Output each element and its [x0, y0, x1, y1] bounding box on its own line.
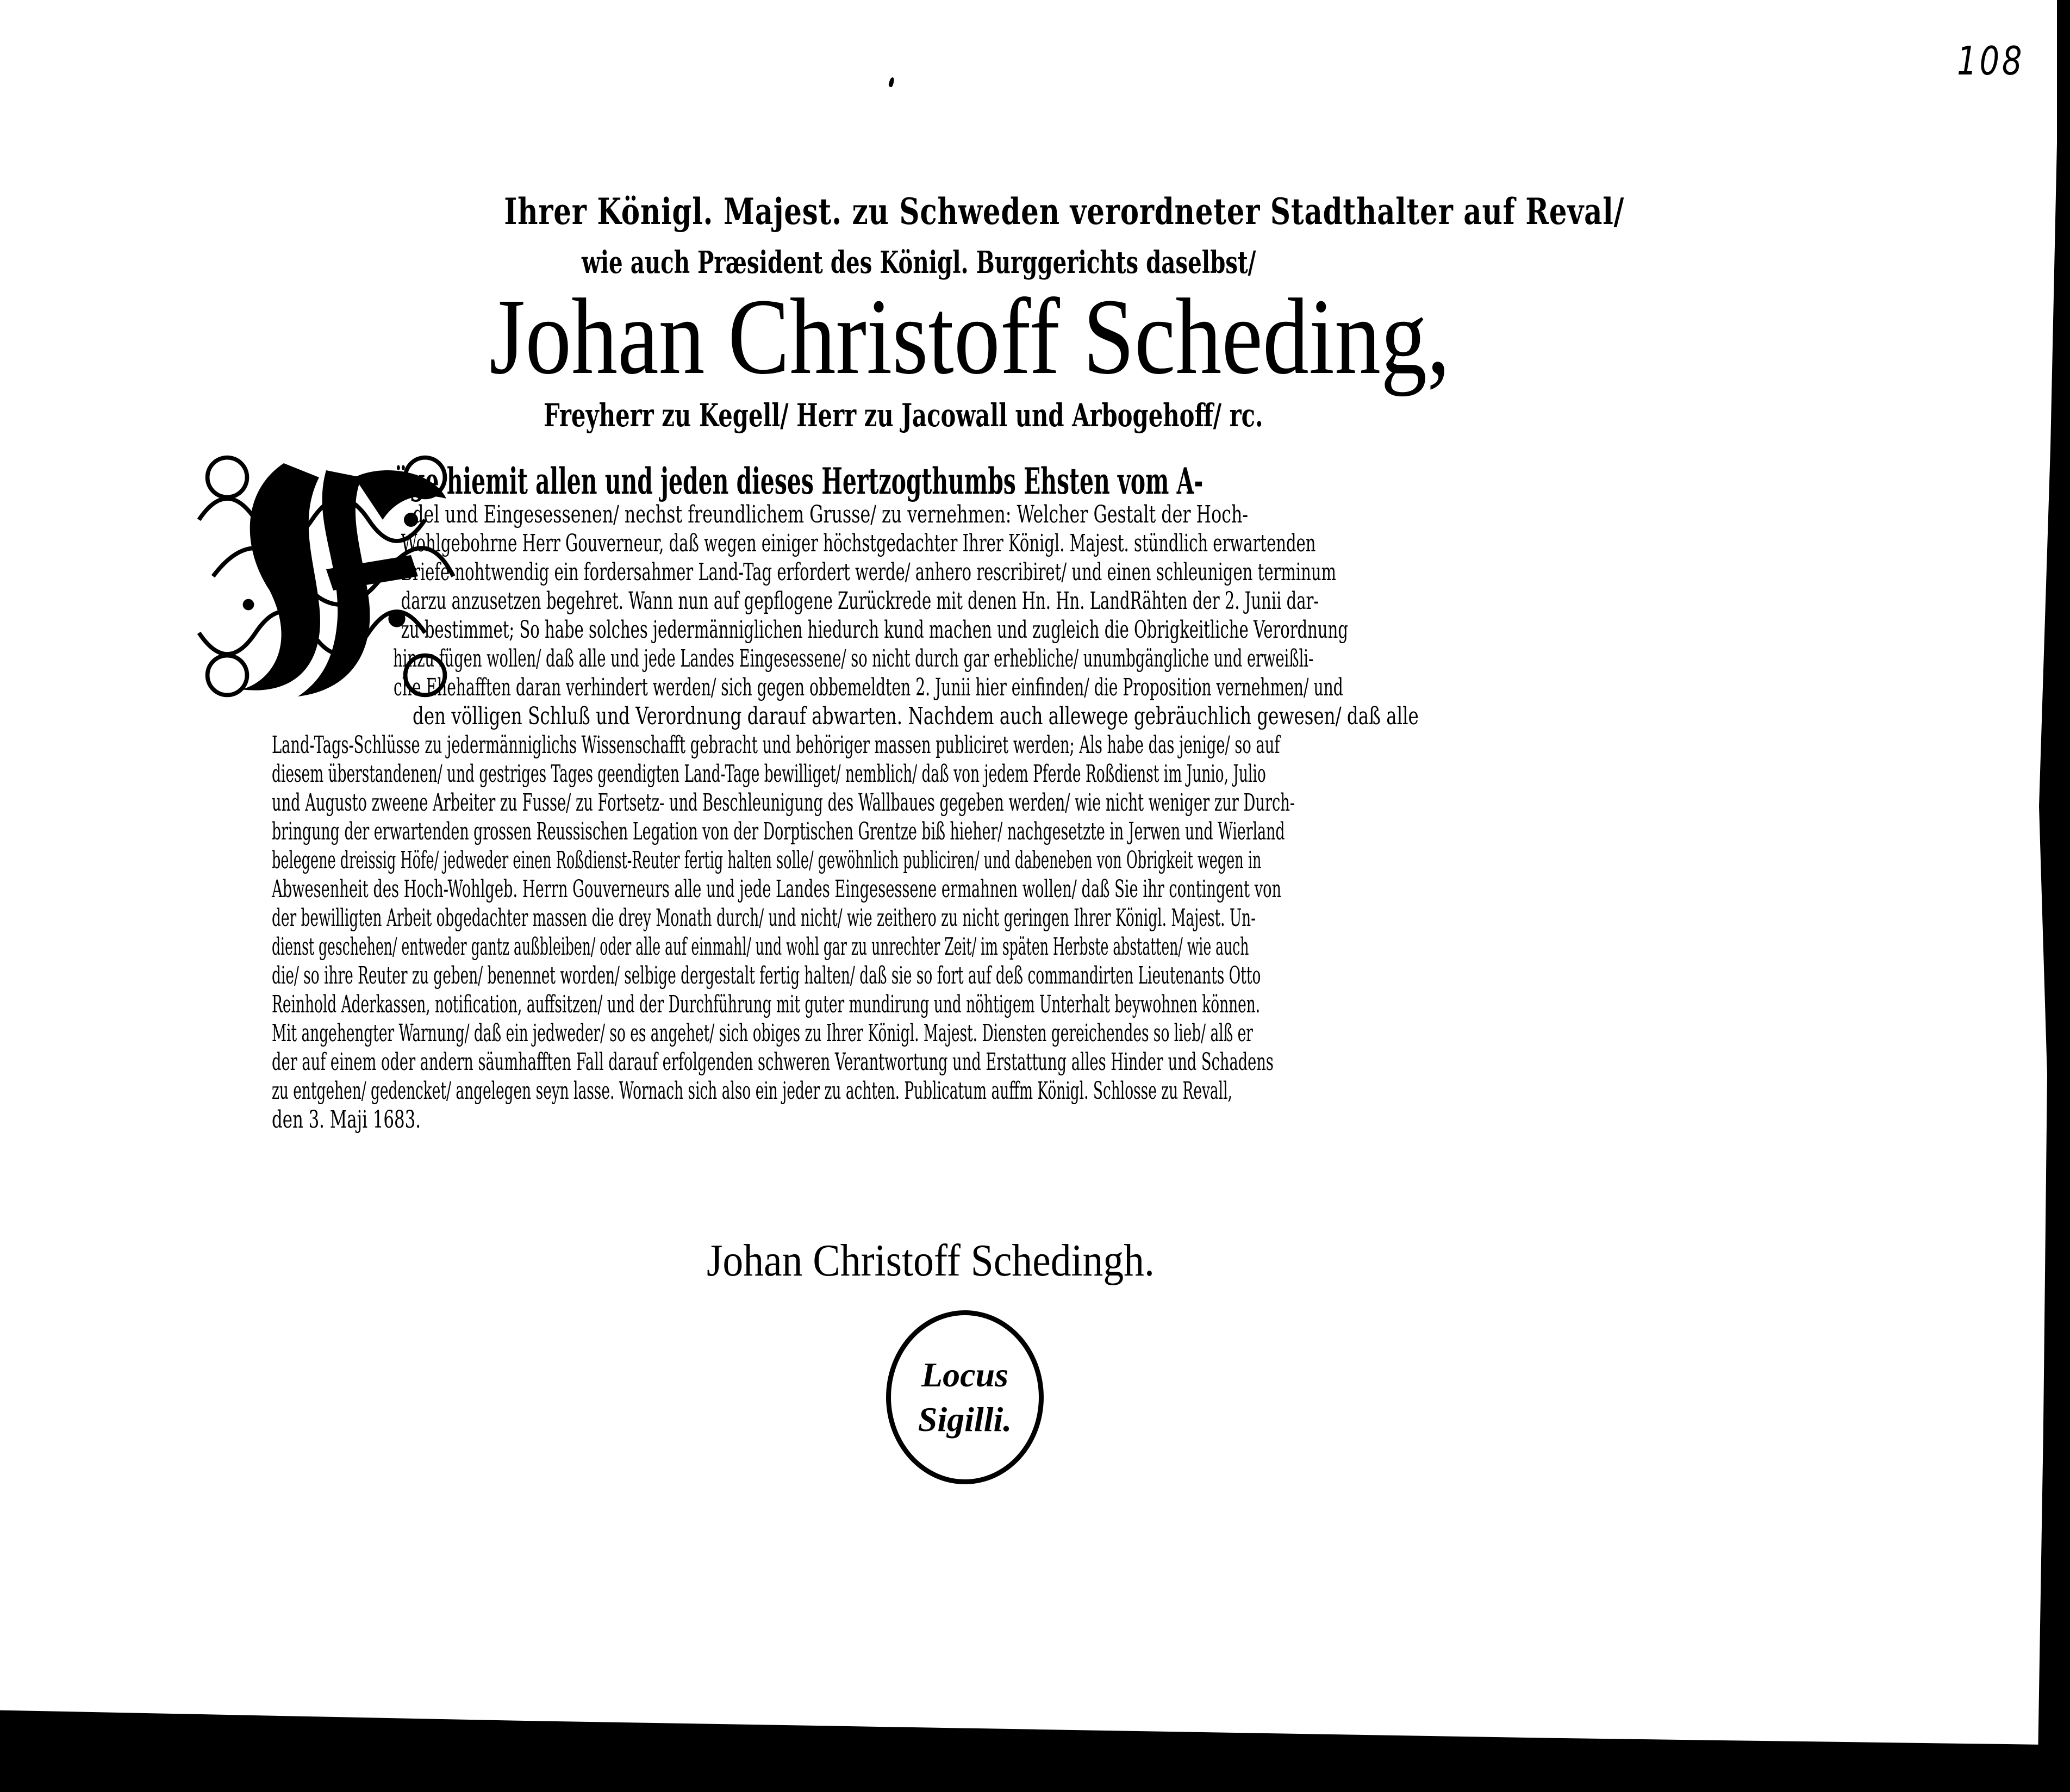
body-line: Mit angehengter Warnung/ daß ein jedweder/ so es angehet/ sich obiges zu Ihrer Königl. Majest. Diensten gereichendes so lieb/ alß er	[272, 1019, 1253, 1047]
body-line: belegene dreissig Höfe/ jedweder einen Roßdienst-Reuter fertig halten solle/ gewöhnlich publiciren/ und dabeneben von Obrigkeit wegen in	[272, 847, 1262, 874]
page-number: 108	[1957, 38, 2025, 84]
scan-border-right	[2037, 0, 2070, 1792]
document-subtitle: Freyherr zu Kegell/ Herr zu Jacowall und Arbogehoff/ rc.	[544, 397, 1263, 434]
header-line-2: wie auch Præsident des Königl. Burggerichts daselbst/	[582, 245, 1256, 281]
body-line: der bewilligten Arbeit obgedachter massen die drey Monath durch/ und nicht/ wie zeithero zu nicht geringen Ihrer Königl. Majest. Un-	[272, 904, 1256, 932]
seal-placeholder	[886, 1310, 1044, 1484]
body-line: bringung der erwartenden grossen Reussischen Legation von der Dorptischen Grentze biß hieher/ nachgesetzte in Jerwen und Wierland	[272, 818, 1285, 845]
body-line: hinzu fügen wollen/ daß alle und jede Landes Eingesessene/ so nicht durch gar erhebliche/ unumbgängliche und erweißli-	[393, 645, 1314, 673]
seal-text-locus: Locus	[921, 1355, 1008, 1394]
body-line: dienst geschehen/ entweder gantz außbleiben/ oder alle auf einmahl/ und wohl gar zu unrechter Zeit/ im späten Herbste abstatten/ wie auch	[272, 933, 1249, 961]
body-line: darzu anzusetzen begehret. Wann nun auf gepflogene Zurückrede mit denen Hn. Hn. LandRähten der 2. Junii dar-	[401, 587, 1319, 615]
body-line: die/ so ihre Reuter zu geben/ benennet worden/ selbige dergestalt fertig halten/ daß sie so fort auf deß commandirten Lieutenants Otto	[272, 962, 1261, 990]
body-line: Abwesenheit des Hoch-Wohlgeb. Herrn Gouverneurs alle und jede Landes Eingesessene ermahnen wollen/ daß Sie ihr contingent von	[272, 875, 1282, 903]
ink-mark	[888, 77, 895, 87]
body-line: zu bestimmet; So habe solches jedermänniglichen hiedurch kund machen und zugleich die Obrigkeitliche Verordnung	[401, 616, 1348, 644]
body-line: del und Eingesessenen/ nechst freundlichem Grusse/ zu vernehmen: Welcher Gestalt der Hoch-	[413, 501, 1249, 528]
proclamation-body	[272, 462, 1788, 1134]
body-line: zu entgehen/ gedencket/ angelegen seyn lasse. Wornach sich also ein jeder zu achten. Publicatum auffm Königl. Schlosse zu Revall,	[272, 1077, 1232, 1105]
body-line: der auf einem oder andern säumhafften Fall darauf erfolgenden schweren Verantwortung und Erstattung alles Hinder und Schadens	[272, 1048, 1274, 1076]
header-line-1: Ihrer Königl. Majest. zu Schweden verordneter Stadthalter auf Reval/	[504, 190, 1625, 233]
body-line: üge hiemit allen und jeden dieses Hertzogthumbs Ehsten vom A-	[393, 460, 1204, 502]
body-line: den 3. Maji 1683.	[272, 1106, 421, 1134]
body-line: und Augusto zweene Arbeiter zu Fusse/ zu Fortsetz- und Beschleunigung des Wallbaues gegeben werden/ wie nicht weniger zur Durch-	[272, 789, 1295, 817]
document-title: Johan Christoff Scheding,	[489, 277, 1450, 397]
body-line: Land-Tags-Schlüsse zu jedermänniglichs Wissenschafft gebracht und behöriger massen publiciret werden; Als habe das jenige/ so auf	[272, 731, 1280, 759]
body-line: den völligen Schluß und Verordnung darauf abwarten. Nachdem auch allewege gebräuchlich gewesen/ daß alle	[413, 702, 1419, 730]
seal-text-sigilli: Sigilli.	[918, 1400, 1012, 1439]
body-line: Reinhold Aderkassen, notification, auffsitzen/ und der Durchführung mit guter mundirung und nöhtigem Unterhalt beywohnen können.	[272, 991, 1261, 1018]
body-line: che Ehehafften daran verhindert werden/ sich gegen obbemeldten 2. Junii hier einfinden/ die Proposition vernehmen/ und	[394, 674, 1343, 701]
body-line: Wohlgebohrne Herr Gouverneur, daß wegen einiger höchstgedachter Ihrer Königl. Majest. stündlich erwartenden	[401, 530, 1316, 557]
body-line: Briefe nohtwendig ein fordersahmer Land-Tag erfordert werde/ anhero rescribiret/ und einen schleunigen terminum	[401, 558, 1337, 586]
scan-border-bottom	[0, 1705, 2070, 1792]
signature: Johan Christoff Schedingh.	[707, 1235, 1155, 1286]
body-line: diesem überstandenen/ und gestriges Tages geendigten Land-Tage bewilliget/ nemblich/ daß von jedem Pferde Roßdienst im Junio, Julio	[272, 760, 1266, 788]
